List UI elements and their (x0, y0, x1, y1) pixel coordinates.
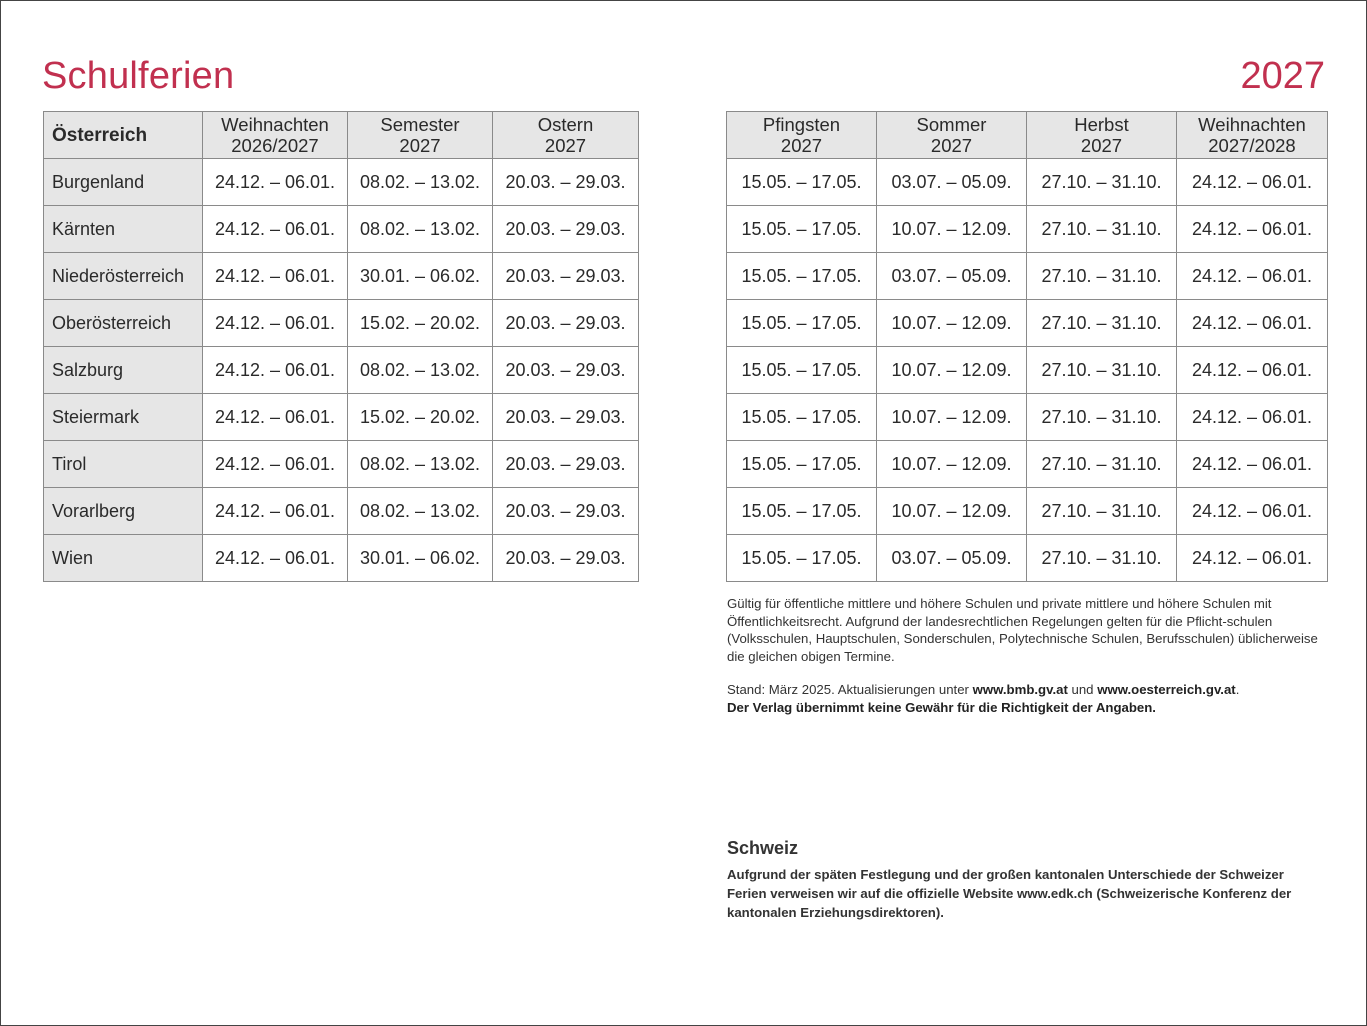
table-row (727, 347, 1328, 394)
date-cell: 20.03. – 29.03. (493, 488, 639, 535)
table-row (44, 347, 639, 394)
date-cell: 03.07. – 05.09. (877, 159, 1027, 206)
column-header-line1: Weihnachten (1198, 114, 1306, 135)
date-cell: 27.10. – 31.10. (1027, 159, 1177, 206)
date-cell: 24.12. – 06.01. (203, 300, 348, 347)
column-header-line1: Sommer (916, 114, 987, 135)
schweiz-text: Aufgrund der späten Festlegung und der großen kantonalen Unterschiede der Schweizer Ferien verweisen wir auf die offizielle Website www.edk.ch (Schweizerische Konferenz der kantonalen Erziehungsdirektoren). (727, 867, 1292, 920)
date-cell: 24.12. – 06.01. (1177, 300, 1328, 347)
date-cell: 24.12. – 06.01. (1177, 535, 1328, 582)
date-cell: 10.07. – 12.09. (877, 347, 1027, 394)
column-header-line1: Weihnachten (221, 114, 329, 135)
column-header-line2: 2027 (399, 135, 441, 156)
table-row (44, 253, 639, 300)
column-header (877, 112, 1027, 159)
column-header-line2: 2027 (930, 135, 973, 156)
date-cell: 08.02. – 13.02. (348, 441, 493, 488)
date-cell: 27.10. – 31.10. (1027, 300, 1177, 347)
column-header (1177, 112, 1328, 159)
date-cell: 24.12. – 06.01. (203, 394, 348, 441)
state-name: Steiermark (44, 394, 203, 441)
date-cell: 15.05. – 17.05. (727, 159, 877, 206)
date-cell: 20.03. – 29.03. (493, 300, 639, 347)
date-cell: 15.02. – 20.02. (348, 300, 493, 347)
date-cell: 20.03. – 29.03. (493, 394, 639, 441)
column-header-line2: 2027 (1080, 135, 1123, 156)
column-header-line2: 2027 (780, 135, 823, 156)
date-cell: 27.10. – 31.10. (1027, 253, 1177, 300)
date-cell: 20.03. – 29.03. (493, 206, 639, 253)
date-cell: 24.12. – 06.01. (203, 253, 348, 300)
column-header (203, 112, 348, 159)
date-cell: 24.12. – 06.01. (203, 535, 348, 582)
date-cell: 27.10. – 31.10. (1027, 394, 1177, 441)
date-cell: 15.05. – 17.05. (727, 206, 877, 253)
table-header-row (44, 112, 639, 159)
date-cell: 27.10. – 31.10. (1027, 488, 1177, 535)
date-cell: 15.05. – 17.05. (727, 300, 877, 347)
table-row (44, 206, 639, 253)
date-cell: 15.05. – 17.05. (727, 394, 877, 441)
date-cell: 24.12. – 06.01. (1177, 253, 1328, 300)
period-text: . (1235, 682, 1240, 697)
table-row (44, 394, 639, 441)
state-name: Niederösterreich (44, 253, 203, 300)
date-cell: 15.05. – 17.05. (727, 347, 877, 394)
date-cell: 10.07. – 12.09. (877, 206, 1027, 253)
date-cell: 10.07. – 12.09. (877, 300, 1027, 347)
date-cell: 08.02. – 13.02. (348, 347, 493, 394)
date-cell: 20.03. – 29.03. (493, 535, 639, 582)
date-cell: 20.03. – 29.03. (493, 441, 639, 488)
state-name: Vorarlberg (44, 488, 203, 535)
column-header-line2: 2027/2028 (1208, 135, 1296, 156)
date-cell: 24.12. – 06.01. (203, 347, 348, 394)
table-row (727, 300, 1328, 347)
table-row (727, 535, 1328, 582)
table-row (727, 488, 1328, 535)
column-header-line1: Pfingsten (762, 114, 841, 135)
column-header (493, 112, 639, 159)
date-cell: 27.10. – 31.10. (1027, 347, 1177, 394)
page-year: 2027 (1240, 55, 1325, 97)
date-cell: 24.12. – 06.01. (203, 441, 348, 488)
date-cell: 20.03. – 29.03. (493, 159, 639, 206)
corner-label: Österreich (44, 112, 203, 159)
date-cell: 24.12. – 06.01. (1177, 206, 1328, 253)
date-cell: 15.05. – 17.05. (727, 253, 877, 300)
date-cell: 20.03. – 29.03. (493, 253, 639, 300)
table-row (44, 300, 639, 347)
date-cell: 24.12. – 06.01. (1177, 441, 1328, 488)
stand-note (727, 681, 1327, 716)
date-cell: 27.10. – 31.10. (1027, 535, 1177, 582)
table-row (44, 535, 639, 582)
date-cell: 03.07. – 05.09. (877, 535, 1027, 582)
page-title: Schulferien (42, 55, 235, 97)
date-cell: 20.03. – 29.03. (493, 347, 639, 394)
table-header-row (727, 112, 1328, 159)
date-cell: 24.12. – 06.01. (203, 488, 348, 535)
date-cell: 15.05. – 17.05. (727, 535, 877, 582)
date-cell: 30.01. – 06.02. (348, 535, 493, 582)
date-cell: 24.12. – 06.01. (1177, 394, 1328, 441)
schweiz-heading: Schweiz (727, 838, 799, 858)
table-row (727, 159, 1328, 206)
date-cell: 27.10. – 31.10. (1027, 206, 1177, 253)
date-cell: 08.02. – 13.02. (348, 206, 493, 253)
table-row (44, 488, 639, 535)
link-bmb[interactable]: www.bmb.gv.at (972, 682, 1068, 697)
column-header (727, 112, 877, 159)
date-cell: 15.05. – 17.05. (727, 488, 877, 535)
table-row (727, 206, 1328, 253)
column-header-line2: 2026/2027 (231, 135, 319, 156)
date-cell: 24.12. – 06.01. (1177, 347, 1328, 394)
column-header-line1: Herbst (1074, 114, 1129, 135)
date-cell: 30.01. – 06.02. (348, 253, 493, 300)
date-cell: 15.02. – 20.02. (348, 394, 493, 441)
state-name: Kärnten (44, 206, 203, 253)
column-header-line2: 2027 (544, 135, 587, 156)
column-header-line1: Ostern (537, 114, 594, 135)
date-cell: 27.10. – 31.10. (1027, 441, 1177, 488)
validity-note: Gültig für öffentliche mittlere und höhere Schulen und private mittlere und höhere Schulen mit Öffentlichkeitsrecht. Aufgrund der landesrechtlichen Regelungen gelten für die Pflicht-schulen (Volksschulen, Hauptschulen, Sonderschulen, Polytechnische Schulen, Berufsschulen) üblicherweise die gleichen obigen Termine. (727, 596, 1318, 664)
austria-holidays-table-left (43, 111, 639, 582)
date-cell: 08.02. – 13.02. (348, 159, 493, 206)
state-name: Tirol (44, 441, 203, 488)
table-row (44, 159, 639, 206)
disclaimer-text: Der Verlag übernimmt keine Gewähr für die Richtigkeit der Angaben. (727, 699, 1156, 715)
table-row (727, 253, 1328, 300)
date-cell: 10.07. – 12.09. (877, 394, 1027, 441)
table-row (727, 394, 1328, 441)
stand-text: Stand: März 2025. Aktualisierungen unter (727, 682, 973, 697)
state-name: Burgenland (44, 159, 203, 206)
state-name: Salzburg (44, 347, 203, 394)
column-header (1027, 112, 1177, 159)
date-cell: 24.12. – 06.01. (1177, 159, 1328, 206)
date-cell: 24.12. – 06.01. (1177, 488, 1328, 535)
date-cell: 10.07. – 12.09. (877, 441, 1027, 488)
date-cell: 24.12. – 06.01. (203, 206, 348, 253)
column-header (348, 112, 493, 159)
austria-holidays-table-right (726, 111, 1328, 582)
date-cell: 10.07. – 12.09. (877, 488, 1027, 535)
and-text: und (1067, 682, 1098, 697)
state-name: Wien (44, 535, 203, 582)
column-header-line1: Semester (380, 114, 460, 135)
date-cell: 15.05. – 17.05. (727, 441, 877, 488)
date-cell: 03.07. – 05.09. (877, 253, 1027, 300)
table-row (727, 441, 1328, 488)
date-cell: 24.12. – 06.01. (203, 159, 348, 206)
link-oesterreich[interactable]: www.oesterreich.gv.at (1097, 682, 1236, 697)
table-row (44, 441, 639, 488)
state-name: Oberösterreich (44, 300, 203, 347)
date-cell: 08.02. – 13.02. (348, 488, 493, 535)
